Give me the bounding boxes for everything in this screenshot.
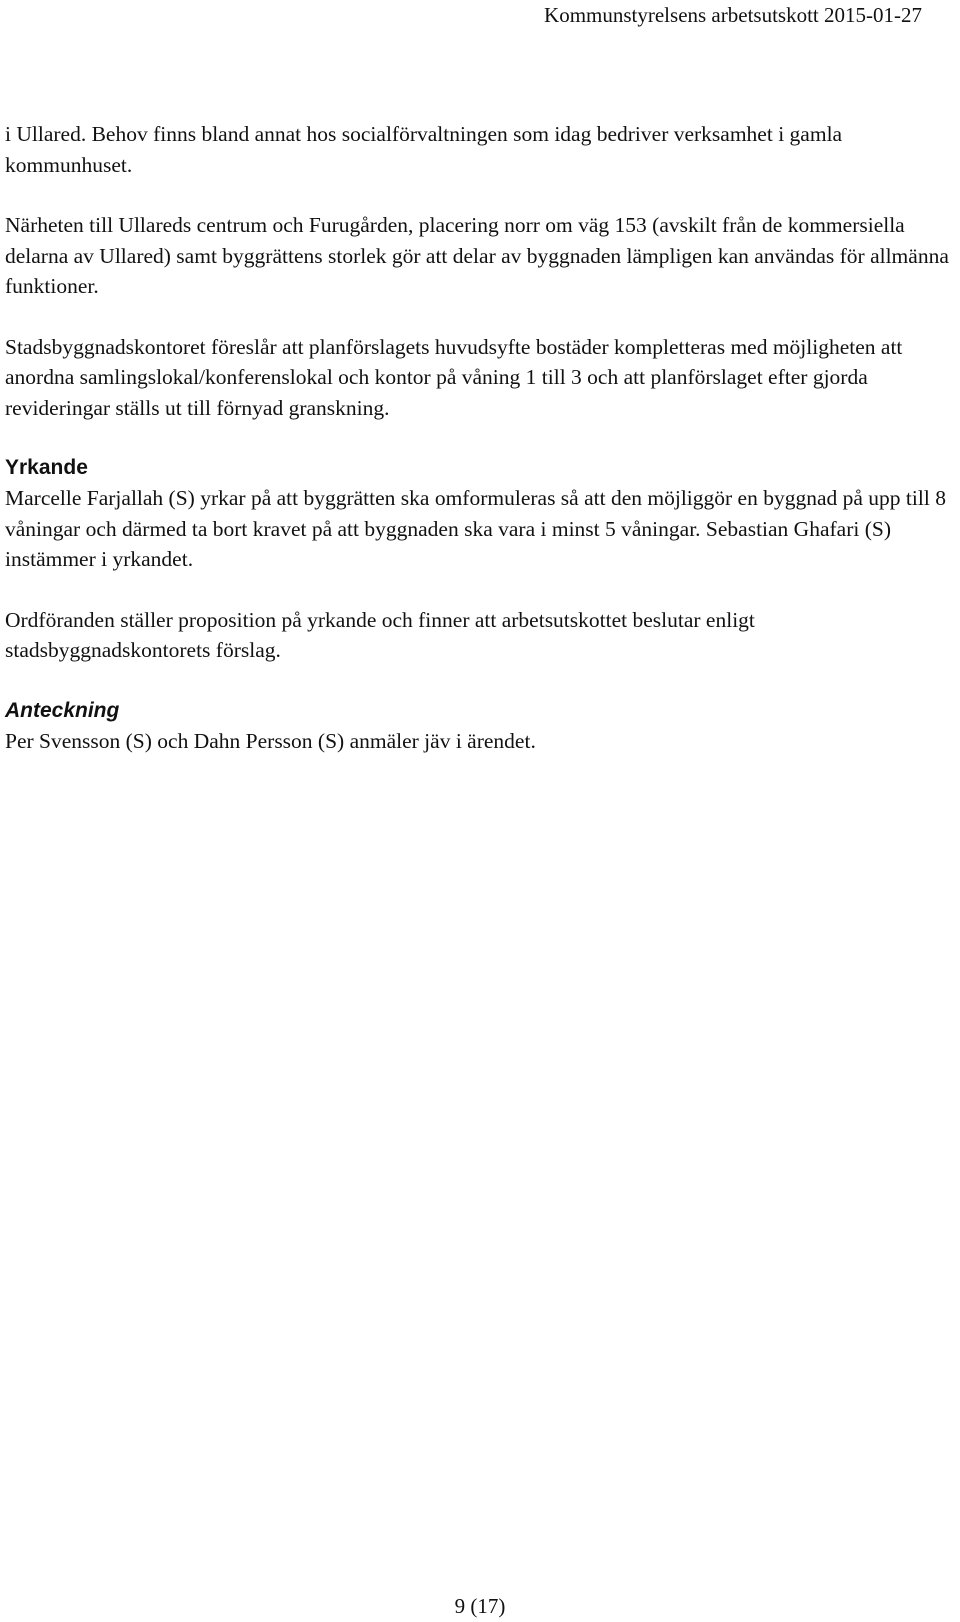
paragraph-anteckning: Per Svensson (S) och Dahn Persson (S) anmäler jäv i ärendet.: [5, 728, 536, 753]
paragraph-spacer: [5, 666, 955, 696]
paragraph-spacer: [5, 302, 955, 332]
paragraph-behov: i Ullared. Behov finns bland annat hos socialförvaltningen som idag bedriver verksamhet i gamla kommunhuset.: [5, 122, 843, 177]
page-number: 9 (17): [454, 1594, 506, 1618]
paragraph-spacer: [5, 423, 955, 453]
page-header-title: Kommunstyrelsens arbetsutskott 2015-01-27: [544, 3, 922, 27]
paragraph-narheten: Närheten till Ullareds centrum och Furugården, placering norr om väg 153 (avskilt från de kommersiella delarna av Ullared) samt byggrättens storlek gör att delar av byggnaden lämpligen kan användas för allmänna funktioner.: [5, 213, 949, 298]
paragraph-yrkande: Marcelle Farjallah (S) yrkar på att byggrätten ska omformuleras så att den möjliggör en byggnad på upp till 8 våningar och därmed ta bort kravet på att byggnaden ska vara i minst 5 våningar. Sebastian Ghafari (S) instämmer i yrkandet.: [5, 486, 946, 571]
paragraph-spacer: [5, 180, 955, 210]
heading-yrkande: Yrkande: [5, 456, 88, 479]
heading-anteckning: Anteckning: [5, 698, 120, 722]
document-body: [5, 119, 955, 756]
paragraph-proposition: Ordföranden ställer proposition på yrkande och finner att arbetsutskottet beslutar enligt stadsbyggnadskontorets förslag.: [5, 607, 755, 662]
paragraph-spacer: [5, 575, 955, 605]
paragraph-stadsbyggnadskontoret: Stadsbyggnadskontoret föreslår att planförslagets huvudsyfte bostäder kompletteras med möjligheten att anordna samlingslokal/konferenslokal och kontor på våning 1 till 3 och att planförslaget efter gjorda revideringar ställs ut till förnyad granskning.: [5, 334, 903, 420]
